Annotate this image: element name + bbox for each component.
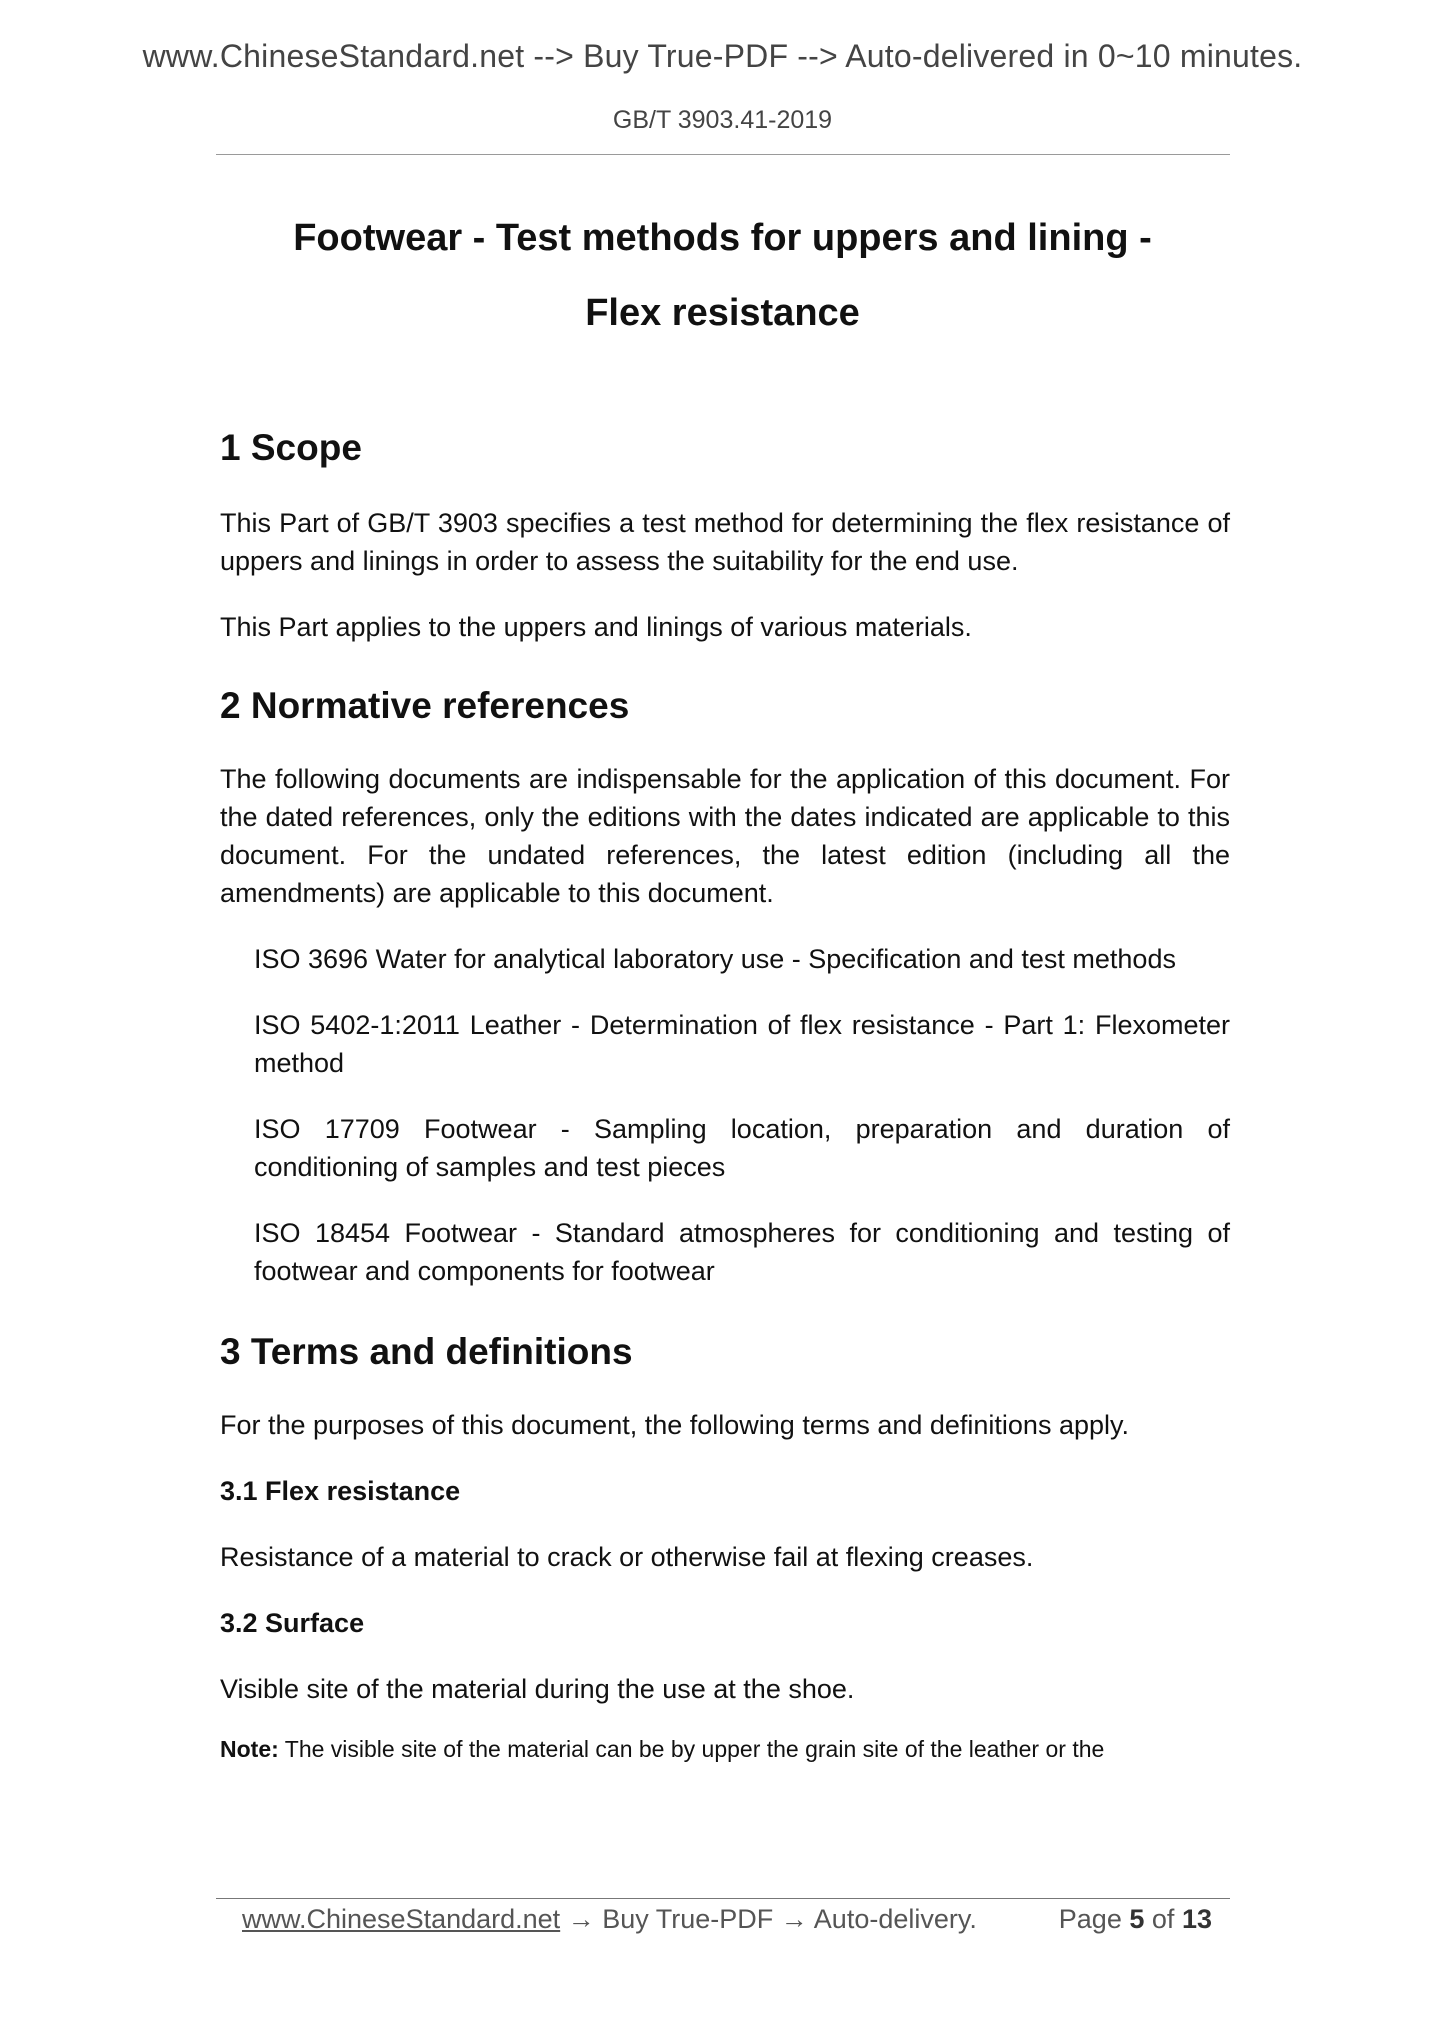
- scope-paragraph-2: This Part applies to the uppers and linings of various materials.: [220, 612, 972, 642]
- note-label: Note:: [220, 1736, 279, 1762]
- footer-delivery-text: Auto-delivery.: [813, 1904, 977, 1934]
- scope-paragraph-1: This Part of GB/T 3903 specifies a test method for determining the flex resistance of uppers and linings in order to assess the suitability for the end use.: [220, 508, 1230, 576]
- header-divider: [216, 154, 1230, 155]
- page-label: Page: [1058, 1904, 1122, 1934]
- arrow-right-icon: →: [780, 1904, 808, 1934]
- term-heading-flex-resistance: 3.1 Flex resistance: [220, 1476, 461, 1506]
- terms-intro: For the purposes of this document, the following terms and definitions apply.: [220, 1410, 1129, 1440]
- reference-item: ISO 18454 Footwear - Standard atmospheres for conditioning and testing of footwear and components for footwear: [254, 1218, 1230, 1286]
- page-footer: [242, 1904, 1212, 1935]
- top-banner: www.ChineseStandard.net --> Buy True-PDF --> Auto-delivered in 0~10 minutes.: [142, 38, 1303, 74]
- page-indicator: [1059, 1904, 1212, 1935]
- document-body: [220, 420, 1230, 1766]
- section-heading-normative-references: 2 Normative references: [220, 685, 630, 726]
- reference-item: ISO 3696 Water for analytical laboratory use - Specification and test methods: [254, 944, 1176, 974]
- page-total: 13: [1181, 1904, 1212, 1934]
- document-title-line-2: Flex resistance: [585, 292, 860, 334]
- term-heading-surface: 3.2 Surface: [220, 1608, 365, 1638]
- page-of: of: [1151, 1904, 1175, 1934]
- footer-buy-text: Buy True-PDF: [602, 1904, 774, 1934]
- section-heading-terms-definitions: 3 Terms and definitions: [220, 1331, 633, 1372]
- normative-intro: The following documents are indispensable for the application of this document. For the dated references, only the editions with the dates indicated are applicable to this document. For the undated references, the latest edition (including all the amendments) are applicable to this document.: [220, 764, 1230, 908]
- section-heading-scope: 1 Scope: [220, 427, 362, 468]
- footer-site-link[interactable]: www.ChineseStandard.net: [242, 1904, 561, 1934]
- term-definition-flex-resistance: Resistance of a material to crack or otherwise fail at flexing creases.: [220, 1542, 1034, 1572]
- reference-item: ISO 17709 Footwear - Sampling location, preparation and duration of conditioning of samples and test pieces: [254, 1114, 1230, 1182]
- note-text: The visible site of the material can be by upper the grain site of the leather or the: [284, 1736, 1105, 1762]
- reference-item: ISO 5402-1:2011 Leather - Determination of flex resistance - Part 1: Flexometer method: [254, 1010, 1230, 1078]
- footer-divider: [216, 1898, 1230, 1899]
- note-paragraph: [220, 1732, 1230, 1766]
- standard-number: GB/T 3903.41-2019: [612, 106, 833, 134]
- arrow-right-icon: →: [567, 1904, 595, 1934]
- page-current: 5: [1129, 1904, 1145, 1934]
- document-title-line-1: Footwear - Test methods for uppers and lining -: [293, 217, 1152, 259]
- term-definition-surface: Visible site of the material during the use at the shoe.: [220, 1674, 855, 1704]
